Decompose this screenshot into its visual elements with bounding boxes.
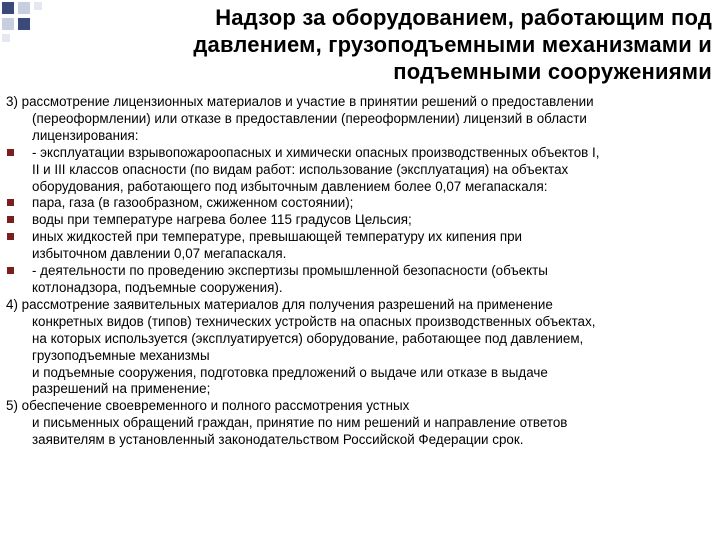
title-line: Надзор за оборудованием, работающим под [215,5,712,30]
text-line: оборудования, работающего под избыточным давлением более 0,07 мегапаскаля: [32,178,548,194]
bullet-item [6,263,712,297]
text-line: избыточном давлении 0,07 мегапаскаля. [32,246,287,262]
square-bullet-icon [7,233,14,240]
text-line: и письменных обращений граждан, принятие по ним решений и направление ответов [32,415,568,431]
text-line: заявителям в установленный законодательством Российской Федерации срок. [32,432,524,448]
text-line: пара, газа (в газообразном, сжиженном состоянии); [32,195,354,211]
text-line: II и III классов опасности (по видам работ: использование (эксплуатация) на объектах [32,161,569,177]
text-line: 3) рассмотрение лицензионных материалов и участие в принятии решений о предоставлении [6,94,594,109]
text-line: - деятельности по проведению экспертизы промышленной безопасности (объекты [32,263,548,279]
title-line: подъемными сооружениями [393,59,712,84]
bullet-item [6,145,712,196]
paragraph-5 [6,398,712,449]
bullet-item [6,195,712,212]
text-line: воды при температуре нагрева более 115 градусов Цельсия; [32,212,412,228]
square-bullet-icon [7,199,14,206]
corner-squares-decoration [0,0,50,50]
square-bullet-icon [7,216,14,223]
paragraph-4 [6,297,712,398]
text-line: и подъемные сооружения, подготовка предложений о выдаче или отказе в выдаче [32,364,548,380]
text-line: 5) обеспечение своевременного и полного рассмотрения устных [6,398,410,414]
text-line: - эксплуатации взрывопожароопасных и химически опасных производственных объектов I, [32,144,600,160]
text-line: котлонадзора, подъемные сооружения). [32,279,283,295]
content-body [6,94,712,449]
bullet-item [6,212,712,229]
text-line: конкретных видов (типов) технических устройств на опасных производственных объектах, [32,313,596,329]
paragraph-3 [6,94,712,145]
text-line: иных жидкостей при температуре, превышающей температуру их кипения при [32,229,523,245]
text-line: 4) рассмотрение заявительных материалов для получения разрешений на применение [6,296,553,312]
text-line: грузоподъемные механизмы [32,347,210,363]
slide-title [152,4,712,85]
title-line: давлением, грузоподъемными механизмами и [193,32,712,57]
bullet-item [6,229,712,263]
text-line: разрешений на применение; [32,381,211,397]
text-line: лицензирования: [32,127,139,143]
square-bullet-icon [7,149,14,156]
text-line: (переоформлении) или отказе в предоставлении (переоформлении) лицензий в области [32,110,587,126]
square-bullet-icon [7,267,14,274]
text-line: на которых используется (эксплуатируется) оборудование, работающее под давлением, [32,330,584,346]
